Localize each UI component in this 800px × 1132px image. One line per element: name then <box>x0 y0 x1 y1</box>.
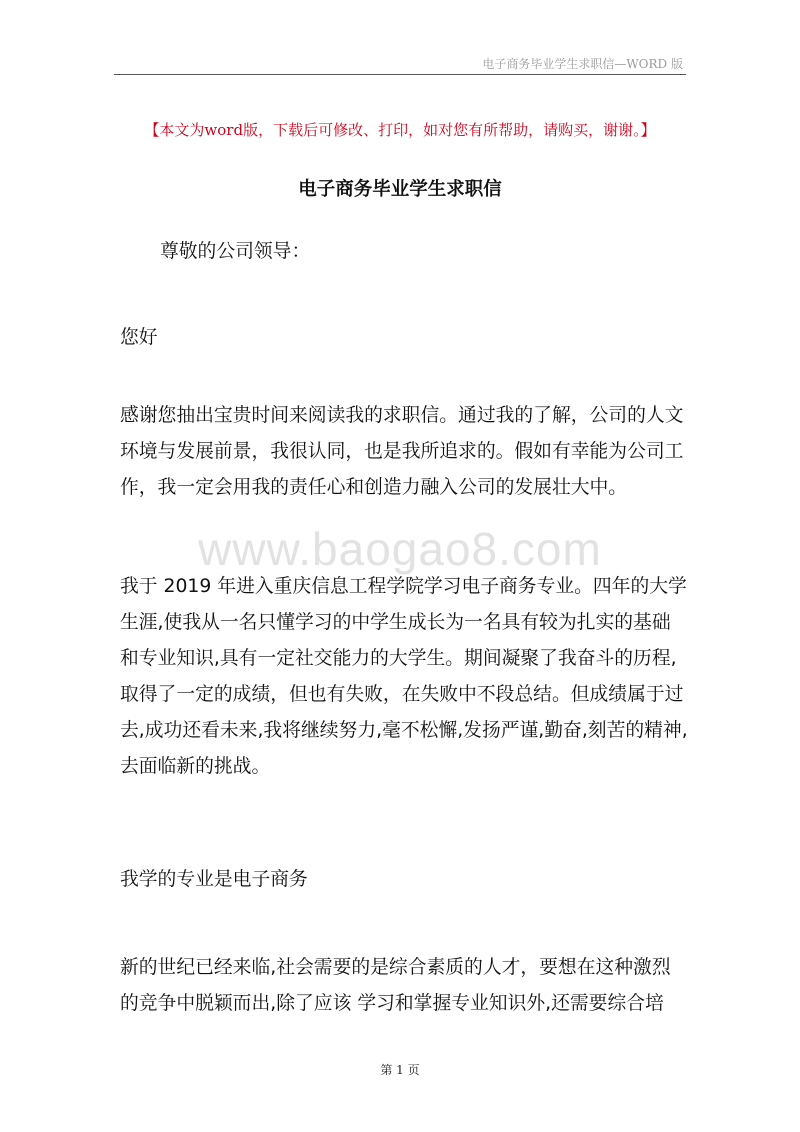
purchase-notice: 【本文为word版，下载后可修改、打印，如对您有所帮助，请购买，谢谢。】 <box>144 121 656 139</box>
text-line: 感谢您抽出宝贵时间来阅读我的求职信。通过我的了解，公司的人文 <box>120 405 684 426</box>
text-line: 新的世纪已经来临,社会需要的是综合素质的人才，要想在这种激烈 <box>120 957 671 978</box>
text-line: 生涯,使我从一名只懂学习的中学生成长为一名具有较为扎实的基础 <box>120 612 671 633</box>
running-header: 电子商务毕业学生求职信—WORD 版 <box>482 57 683 71</box>
major-statement: 我学的专业是电子商务 <box>120 869 308 890</box>
paragraph-education <box>120 569 692 785</box>
header-divider <box>114 74 686 75</box>
text-line: 作，我一定会用我的责任心和创造力融入公司的发展壮大中。 <box>120 477 628 498</box>
text-line: 去,成功还看未来,我将继续努力,毫不松懈,发扬严谨,勤奋,刻苦的精神, <box>120 720 688 741</box>
text-line: 环境与发展前景，我很认同，也是我所追求的。假如有幸能为公司工 <box>120 441 684 462</box>
page-title: 电子商务毕业学生求职信 <box>298 179 502 200</box>
paragraph-intro <box>120 398 692 506</box>
paragraph-century <box>120 950 692 1022</box>
text-line: 和专业知识,具有一定社交能力的大学生。期间凝聚了我奋斗的历程, <box>120 648 677 669</box>
text-line: 取得了一定的成绩，但也有失败，在失败中不段总结。但成绩属于过 <box>120 684 684 705</box>
watermark: www.baogao8.com <box>198 523 602 575</box>
greeting: 尊敬的公司领导： <box>160 241 311 262</box>
page-number: 第 1 页 <box>380 1063 420 1077</box>
text-line: 去面临新的挑战。 <box>120 756 271 777</box>
text-line: 的竞争中脱颖而出,除了应该 学习和掌握专业知识外,还需要综合培 <box>120 993 664 1014</box>
salutation: 您好 <box>120 327 158 348</box>
text-line: 我于 2019 年进入重庆信息工程学院学习电子商务专业。四年的大学 <box>120 576 687 597</box>
